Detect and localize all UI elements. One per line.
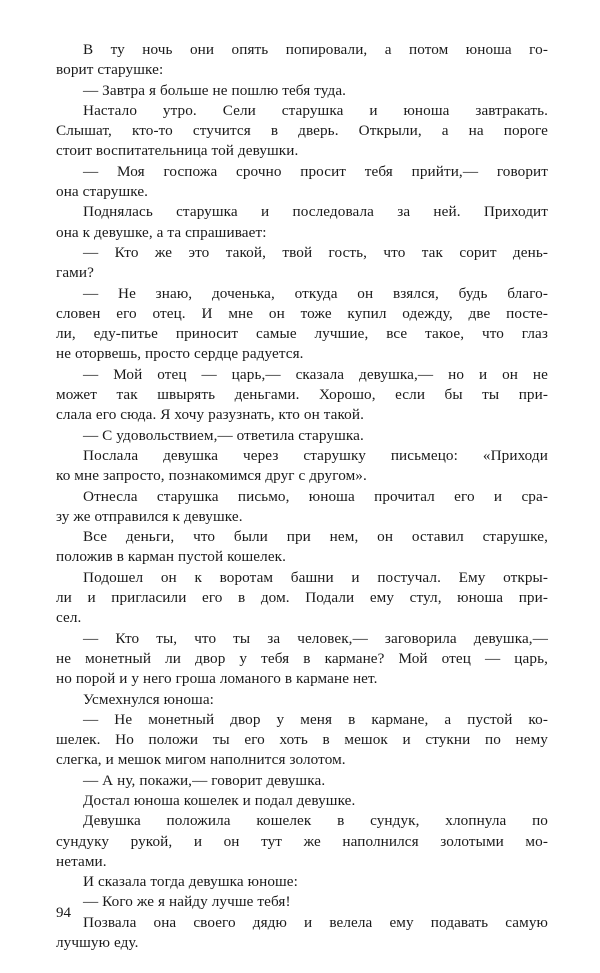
page-number: 94 bbox=[56, 905, 71, 921]
text-line: — С удовольствием,— ответила старушка. bbox=[83, 426, 364, 444]
text-line: лучшую еду. bbox=[56, 934, 139, 952]
text-line: сундуку рукой, и он тут же наполнился золотыми мо- bbox=[56, 832, 548, 850]
text-line: Настало утро. Сели старушка и юноша завтракать. bbox=[83, 101, 548, 119]
text-line: сел. bbox=[56, 609, 82, 627]
text-line: она старушке. bbox=[56, 183, 149, 201]
text-line: Поднялась старушка и последовала за ней. Приходит bbox=[83, 203, 548, 221]
text-line: — Не монетный двор у меня в кармане, а пустой ко- bbox=[83, 710, 548, 728]
text-line: — Не знаю, доченька, откуда он взялся, будь благо- bbox=[83, 284, 548, 302]
text-line: она к девушке, а та спрашивает: bbox=[56, 223, 267, 241]
text-line: ко мне запросто, познакомимся друг с другом». bbox=[56, 467, 367, 485]
text-line: слала его сюда. Я хочу разузнать, кто он такой. bbox=[56, 406, 364, 424]
text-line: — А ну, покажи,— говорит девушка. bbox=[83, 771, 326, 789]
text-line: зу же отправился к девушке. bbox=[56, 507, 243, 525]
text-line: — Мой отец — царь,— сказала девушка,— но и он не bbox=[83, 365, 548, 383]
text-line: И сказала тогда девушка юноше: bbox=[83, 873, 298, 891]
text-line: ворит старушке: bbox=[56, 61, 164, 79]
text-line: слегка, и мешок мигом наполнится золотом. bbox=[56, 751, 346, 769]
text-line: — Кого же я найду лучше тебя! bbox=[83, 893, 291, 911]
text-line: Усмехнулся юноша: bbox=[83, 690, 214, 708]
text-line: — Кто ты, что ты за человек,— заговорила девушка,— bbox=[83, 629, 548, 647]
text-line: Послала девушка через старушку письмецо: «Приходи bbox=[83, 446, 548, 464]
text-line: не монетный ли двор у тебя в кармане? Мой отец — царь, bbox=[56, 649, 548, 667]
text-line: Отнесла старушка письмо, юноша прочитал его и сра- bbox=[83, 487, 548, 505]
text-line: Все деньги, что были при нем, он оставил старушке, bbox=[83, 528, 548, 546]
text-line: Подошел он к воротам башни и постучал. Ему откры- bbox=[83, 568, 548, 586]
text-line: — Моя госпожа срочно просит тебя прийти,— говорит bbox=[83, 162, 548, 180]
text-line: но порой и у него гроша ломаного в кармане нет. bbox=[56, 670, 378, 688]
text-line: Девушка положила кошелек в сундук, хлопнула по bbox=[83, 812, 548, 830]
text-line: не оторвешь, просто сердце радуется. bbox=[56, 345, 304, 363]
text-line: — Кто же это такой, твой гость, что так сорит день- bbox=[83, 243, 548, 261]
text-line: Позвала она своего дядю и велела ему подавать самую bbox=[83, 913, 548, 931]
text-line: словен его отец. И мне он тоже купил одежду, две посте- bbox=[56, 304, 548, 322]
text-line: ли и пригласили его в дом. Подали ему стул, юноша при- bbox=[56, 589, 548, 607]
text-line: нетами. bbox=[56, 852, 107, 870]
text-line: шелек. Но положи ты его хоть в мешок и стукни по нему bbox=[56, 731, 548, 749]
text-line: — Завтра я больше не пошлю тебя туда. bbox=[83, 81, 347, 99]
text-line: гами? bbox=[56, 264, 94, 282]
text-line: Достал юноша кошелек и подал девушке. bbox=[83, 791, 356, 809]
text-line: положив в карман пустой кошелек. bbox=[56, 548, 287, 566]
text-line: может так швырять деньгами. Хорошо, если бы ты при- bbox=[56, 386, 548, 404]
book-page-text bbox=[56, 40, 548, 953]
text-line: В ту ночь они опять попировали, а потом юноша го- bbox=[83, 41, 548, 58]
text-line: ли, еду-питье приносит самые лучшие, все такое, что глаз bbox=[56, 325, 548, 343]
text-line: стоит воспитательница той девушки. bbox=[56, 142, 299, 160]
text-line: Слышат, кто-то стучится в дверь. Открыли, а на пороге bbox=[56, 122, 548, 140]
